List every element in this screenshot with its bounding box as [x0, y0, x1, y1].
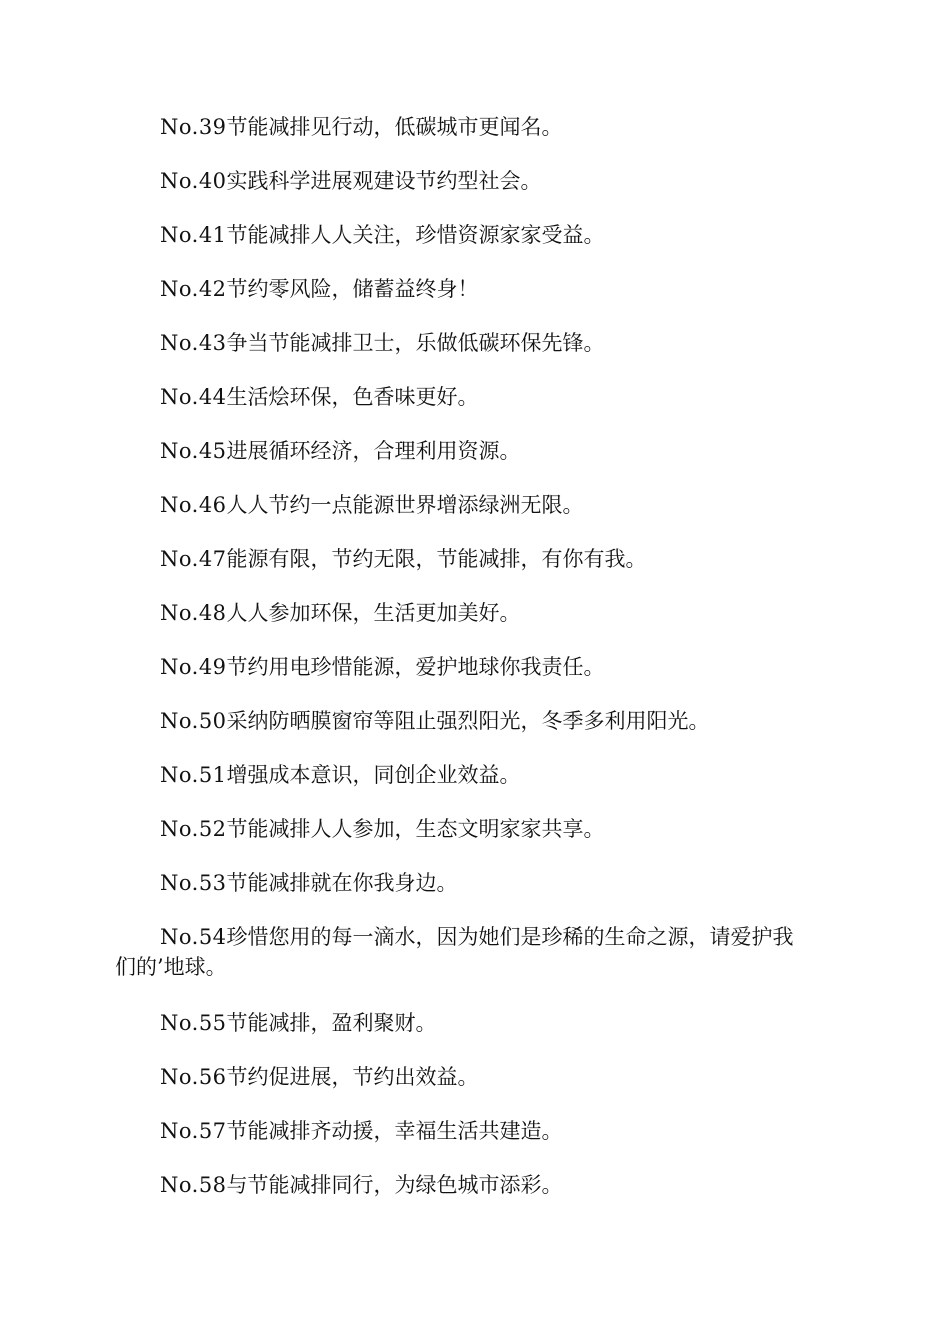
item-number: No.57: [160, 1119, 227, 1143]
item-text: 节能减排，盈利聚财。: [226, 1011, 437, 1035]
item-number: No.43: [160, 331, 227, 355]
item-text: 实践科学进展观建设节约型社会。: [226, 169, 542, 193]
item-text: 节约促进展，节约出效益。: [226, 1065, 479, 1089]
list-item: [115, 1008, 830, 1038]
item-number: No.46: [160, 493, 227, 517]
item-text: 节能减排见行动，低碳城市更闻名。: [226, 115, 563, 139]
list-item: [115, 220, 830, 250]
list-item: [115, 490, 830, 520]
item-text: 增强成本意识，同创企业效益。: [226, 763, 521, 787]
item-text: 节能减排人人关注，珍惜资源家家受益。: [226, 223, 605, 247]
list-item: [115, 598, 830, 628]
item-text: 珍惜您用的每一滴水，因为她们是珍稀的生命之源，请爱护我: [226, 925, 794, 949]
item-text: 节能减排人人参加，生态文明家家共享。: [226, 817, 605, 841]
list-item: [115, 328, 830, 358]
list-item: [115, 868, 830, 898]
item-number: No.54: [160, 925, 227, 949]
list-item: [115, 706, 830, 736]
item-text: 采纳防晒膜窗帘等阻止强烈阳光，冬季多利用阳光。: [226, 709, 710, 733]
item-text: 进展循环经济，合理利用资源。: [226, 439, 521, 463]
list-item: [115, 922, 830, 982]
item-number: No.51: [160, 763, 227, 787]
item-text: 节约零风险，储蓄益终身！: [226, 277, 479, 301]
item-number: No.56: [160, 1065, 227, 1089]
item-text: 生活烩环保，色香味更好。: [226, 385, 479, 409]
item-number: No.52: [160, 817, 227, 841]
list-item: [115, 436, 830, 466]
item-text: 节约用电珍惜能源，爱护地球你我责任。: [226, 655, 605, 679]
item-number: No.55: [160, 1011, 227, 1035]
item-number: No.49: [160, 655, 227, 679]
item-number: No.53: [160, 871, 227, 895]
item-number: No.48: [160, 601, 227, 625]
item-text: 节能减排齐动援，幸福生活共建造。: [226, 1119, 563, 1143]
list-item: [115, 166, 830, 196]
item-text: 人人节约一点能源世界增添绿洲无限。: [226, 493, 584, 517]
list-item: [115, 274, 830, 304]
item-text: 节能减排就在你我身边。: [226, 871, 458, 895]
item-number: No.58: [160, 1173, 227, 1197]
item-number: No.47: [160, 547, 227, 571]
item-text: 争当节能减排卫士，乐做低碳环保先锋。: [226, 331, 605, 355]
list-item: [115, 1170, 830, 1200]
list-item: [115, 1062, 830, 1092]
item-number: No.40: [160, 169, 227, 193]
list-item: [115, 760, 830, 790]
item-number: No.41: [160, 223, 227, 247]
item-number: No.44: [160, 385, 227, 409]
list-item: [115, 1116, 830, 1146]
item-text-continued: 们的’地球。: [115, 955, 227, 979]
item-text: 能源有限，节约无限，节能减排，有你有我。: [226, 547, 647, 571]
slogan-list: [115, 112, 830, 1224]
list-item: [115, 112, 830, 142]
item-number: No.45: [160, 439, 227, 463]
item-number: No.39: [160, 115, 227, 139]
item-text: 与节能减排同行，为绿色城市添彩。: [226, 1173, 563, 1197]
item-number: No.42: [160, 277, 227, 301]
list-item: [115, 544, 830, 574]
item-text: 人人参加环保，生活更加美好。: [226, 601, 521, 625]
list-item: [115, 652, 830, 682]
list-item: [115, 382, 830, 412]
list-item: [115, 814, 830, 844]
item-number: No.50: [160, 709, 227, 733]
